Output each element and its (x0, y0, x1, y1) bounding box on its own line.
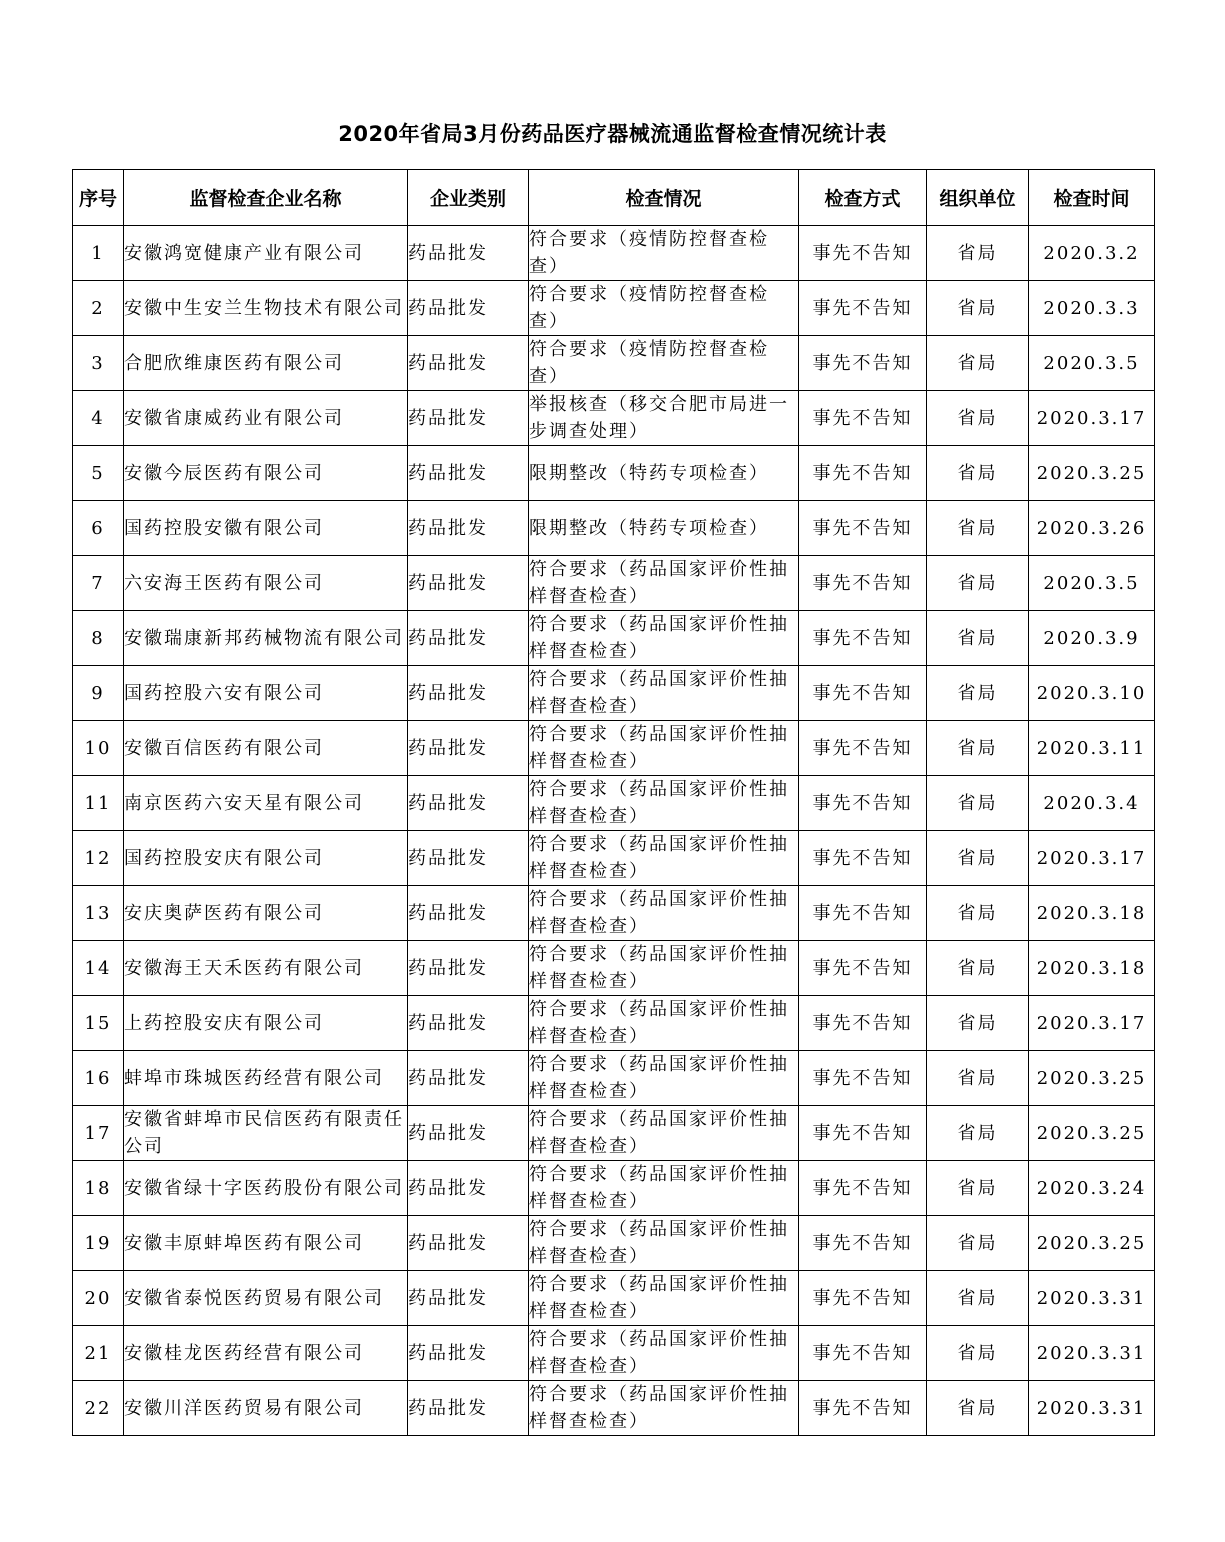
cell-inspection-method: 事先不告知 (799, 446, 927, 501)
cell-seq: 14 (73, 941, 124, 996)
cell-inspection-date: 2020.3.25 (1029, 1106, 1155, 1161)
cell-company-type: 药品批发 (408, 831, 529, 886)
cell-inspection-date: 2020.3.10 (1029, 666, 1155, 721)
cell-seq: 3 (73, 336, 124, 391)
cell-organizer: 省局 (927, 281, 1029, 336)
cell-organizer: 省局 (927, 941, 1029, 996)
cell-organizer: 省局 (927, 611, 1029, 666)
cell-inspection-result: 符合要求（药品国家评价性抽样督查检查） (529, 1216, 799, 1271)
table-row (73, 336, 1155, 391)
table-row (73, 1106, 1155, 1161)
cell-company-name: 南京医药六安天星有限公司 (124, 776, 408, 831)
cell-seq: 8 (73, 611, 124, 666)
cell-inspection-method: 事先不告知 (799, 666, 927, 721)
cell-inspection-result: 符合要求（药品国家评价性抽样督查检查） (529, 556, 799, 611)
cell-inspection-date: 2020.3.3 (1029, 281, 1155, 336)
cell-company-name: 安徽鸿宽健康产业有限公司 (124, 226, 408, 281)
cell-inspection-method: 事先不告知 (799, 1216, 927, 1271)
table-body (73, 226, 1155, 1436)
cell-company-type: 药品批发 (408, 281, 529, 336)
cell-company-name: 安徽省绿十字医药股份有限公司 (124, 1161, 408, 1216)
table-row (73, 1216, 1155, 1271)
cell-seq: 17 (73, 1106, 124, 1161)
cell-company-name: 安徽省康威药业有限公司 (124, 391, 408, 446)
cell-organizer: 省局 (927, 1161, 1029, 1216)
header-inspection-result: 检查情况 (529, 170, 799, 226)
cell-inspection-result: 符合要求（药品国家评价性抽样督查检查） (529, 1051, 799, 1106)
cell-seq: 11 (73, 776, 124, 831)
cell-inspection-date: 2020.3.26 (1029, 501, 1155, 556)
cell-inspection-method: 事先不告知 (799, 1161, 927, 1216)
table-row (73, 1161, 1155, 1216)
cell-inspection-date: 2020.3.9 (1029, 611, 1155, 666)
cell-inspection-date: 2020.3.31 (1029, 1381, 1155, 1436)
cell-inspection-method: 事先不告知 (799, 1271, 927, 1326)
cell-seq: 4 (73, 391, 124, 446)
cell-company-type: 药品批发 (408, 1326, 529, 1381)
cell-company-type: 药品批发 (408, 336, 529, 391)
table-row (73, 996, 1155, 1051)
cell-company-type: 药品批发 (408, 721, 529, 776)
cell-seq: 21 (73, 1326, 124, 1381)
cell-inspection-date: 2020.3.4 (1029, 776, 1155, 831)
cell-seq: 18 (73, 1161, 124, 1216)
cell-inspection-date: 2020.3.31 (1029, 1326, 1155, 1381)
cell-organizer: 省局 (927, 501, 1029, 556)
cell-company-type: 药品批发 (408, 996, 529, 1051)
cell-company-name: 国药控股六安有限公司 (124, 666, 408, 721)
cell-inspection-method: 事先不告知 (799, 1381, 927, 1436)
table-row (73, 1326, 1155, 1381)
cell-organizer: 省局 (927, 776, 1029, 831)
cell-inspection-result: 符合要求（药品国家评价性抽样督查检查） (529, 611, 799, 666)
cell-company-type: 药品批发 (408, 446, 529, 501)
table-row (73, 1381, 1155, 1436)
cell-company-name: 安徽川洋医药贸易有限公司 (124, 1381, 408, 1436)
cell-company-name: 安徽中生安兰生物技术有限公司 (124, 281, 408, 336)
cell-company-name: 安徽瑞康新邦药械物流有限公司 (124, 611, 408, 666)
cell-company-type: 药品批发 (408, 556, 529, 611)
cell-inspection-date: 2020.3.24 (1029, 1161, 1155, 1216)
table-row (73, 831, 1155, 886)
cell-company-type: 药品批发 (408, 226, 529, 281)
cell-inspection-method: 事先不告知 (799, 556, 927, 611)
cell-inspection-result: 符合要求（药品国家评价性抽样督查检查） (529, 941, 799, 996)
cell-inspection-result: 限期整改（特药专项检查） (529, 446, 799, 501)
cell-inspection-result: 符合要求（药品国家评价性抽样督查检查） (529, 721, 799, 776)
cell-inspection-method: 事先不告知 (799, 611, 927, 666)
cell-inspection-date: 2020.3.2 (1029, 226, 1155, 281)
cell-company-name: 合肥欣维康医药有限公司 (124, 336, 408, 391)
cell-organizer: 省局 (927, 556, 1029, 611)
cell-seq: 20 (73, 1271, 124, 1326)
cell-seq: 7 (73, 556, 124, 611)
table-row (73, 556, 1155, 611)
cell-inspection-date: 2020.3.17 (1029, 391, 1155, 446)
cell-company-type: 药品批发 (408, 1106, 529, 1161)
table-row (73, 226, 1155, 281)
cell-inspection-result: 符合要求（药品国家评价性抽样督查检查） (529, 666, 799, 721)
cell-seq: 9 (73, 666, 124, 721)
cell-organizer: 省局 (927, 1216, 1029, 1271)
cell-organizer: 省局 (927, 666, 1029, 721)
cell-company-type: 药品批发 (408, 611, 529, 666)
header-seq: 序号 (73, 170, 124, 226)
cell-inspection-method: 事先不告知 (799, 1106, 927, 1161)
cell-seq: 19 (73, 1216, 124, 1271)
table-row (73, 886, 1155, 941)
table-row (73, 666, 1155, 721)
cell-inspection-method: 事先不告知 (799, 281, 927, 336)
cell-company-name: 安徽海王天禾医药有限公司 (124, 941, 408, 996)
cell-company-type: 药品批发 (408, 1381, 529, 1436)
cell-seq: 12 (73, 831, 124, 886)
header-organizer: 组织单位 (927, 170, 1029, 226)
cell-company-name: 国药控股安庆有限公司 (124, 831, 408, 886)
cell-inspection-method: 事先不告知 (799, 941, 927, 996)
cell-company-type: 药品批发 (408, 941, 529, 996)
cell-inspection-date: 2020.3.25 (1029, 1051, 1155, 1106)
cell-organizer: 省局 (927, 1106, 1029, 1161)
table-row (73, 391, 1155, 446)
cell-company-type: 药品批发 (408, 776, 529, 831)
cell-inspection-result: 符合要求（药品国家评价性抽样督查检查） (529, 1106, 799, 1161)
cell-inspection-result: 符合要求（药品国家评价性抽样督查检查） (529, 831, 799, 886)
cell-inspection-result: 举报核查（移交合肥市局进一步调查处理） (529, 391, 799, 446)
cell-inspection-method: 事先不告知 (799, 226, 927, 281)
cell-inspection-date: 2020.3.11 (1029, 721, 1155, 776)
cell-inspection-date: 2020.3.5 (1029, 336, 1155, 391)
cell-company-name: 安徽桂龙医药经营有限公司 (124, 1326, 408, 1381)
cell-inspection-method: 事先不告知 (799, 886, 927, 941)
cell-company-type: 药品批发 (408, 1216, 529, 1271)
cell-seq: 22 (73, 1381, 124, 1436)
cell-organizer: 省局 (927, 446, 1029, 501)
cell-company-name: 安徽省泰悦医药贸易有限公司 (124, 1271, 408, 1326)
cell-inspection-result: 符合要求（药品国家评价性抽样督查检查） (529, 1271, 799, 1326)
cell-inspection-method: 事先不告知 (799, 996, 927, 1051)
cell-company-name: 蚌埠市珠城医药经营有限公司 (124, 1051, 408, 1106)
cell-company-name: 上药控股安庆有限公司 (124, 996, 408, 1051)
cell-organizer: 省局 (927, 226, 1029, 281)
cell-inspection-date: 2020.3.17 (1029, 831, 1155, 886)
table-row (73, 721, 1155, 776)
header-company-type: 企业类别 (408, 170, 529, 226)
table-row (73, 1271, 1155, 1326)
header-inspection-method: 检查方式 (799, 170, 927, 226)
cell-inspection-result: 符合要求（药品国家评价性抽样督查检查） (529, 1161, 799, 1216)
cell-company-type: 药品批发 (408, 1051, 529, 1106)
cell-inspection-result: 符合要求（药品国家评价性抽样督查检查） (529, 776, 799, 831)
cell-inspection-result: 符合要求（药品国家评价性抽样督查检查） (529, 886, 799, 941)
cell-seq: 6 (73, 501, 124, 556)
cell-company-name: 安徽今辰医药有限公司 (124, 446, 408, 501)
table-row (73, 501, 1155, 556)
cell-inspection-method: 事先不告知 (799, 1051, 927, 1106)
cell-inspection-method: 事先不告知 (799, 1326, 927, 1381)
cell-organizer: 省局 (927, 1381, 1029, 1436)
table-row (73, 776, 1155, 831)
cell-company-type: 药品批发 (408, 501, 529, 556)
cell-seq: 5 (73, 446, 124, 501)
cell-organizer: 省局 (927, 996, 1029, 1051)
cell-company-name: 安徽省蚌埠市民信医药有限责任公司 (124, 1106, 408, 1161)
table-row (73, 281, 1155, 336)
cell-company-type: 药品批发 (408, 1161, 529, 1216)
cell-inspection-method: 事先不告知 (799, 721, 927, 776)
cell-inspection-result: 符合要求（疫情防控督查检查） (529, 226, 799, 281)
header-inspection-date: 检查时间 (1029, 170, 1155, 226)
cell-company-type: 药品批发 (408, 666, 529, 721)
cell-company-name: 安庆奥萨医药有限公司 (124, 886, 408, 941)
cell-organizer: 省局 (927, 886, 1029, 941)
cell-company-name: 国药控股安徽有限公司 (124, 501, 408, 556)
cell-inspection-method: 事先不告知 (799, 391, 927, 446)
table-row (73, 1051, 1155, 1106)
cell-organizer: 省局 (927, 336, 1029, 391)
cell-inspection-method: 事先不告知 (799, 501, 927, 556)
cell-inspection-result: 符合要求（疫情防控督查检查） (529, 336, 799, 391)
cell-inspection-date: 2020.3.25 (1029, 446, 1155, 501)
cell-inspection-date: 2020.3.5 (1029, 556, 1155, 611)
cell-company-name: 六安海王医药有限公司 (124, 556, 408, 611)
cell-organizer: 省局 (927, 1326, 1029, 1381)
cell-company-type: 药品批发 (408, 886, 529, 941)
cell-inspection-method: 事先不告知 (799, 831, 927, 886)
cell-inspection-method: 事先不告知 (799, 336, 927, 391)
cell-inspection-date: 2020.3.18 (1029, 886, 1155, 941)
table-row (73, 446, 1155, 501)
cell-inspection-date: 2020.3.25 (1029, 1216, 1155, 1271)
cell-inspection-date: 2020.3.17 (1029, 996, 1155, 1051)
cell-inspection-method: 事先不告知 (799, 776, 927, 831)
cell-inspection-result: 符合要求（药品国家评价性抽样督查检查） (529, 996, 799, 1051)
cell-inspection-result: 限期整改（特药专项检查） (529, 501, 799, 556)
cell-company-name: 安徽百信医药有限公司 (124, 721, 408, 776)
cell-organizer: 省局 (927, 1051, 1029, 1106)
cell-seq: 10 (73, 721, 124, 776)
cell-inspection-result: 符合要求（药品国家评价性抽样督查检查） (529, 1326, 799, 1381)
cell-seq: 15 (73, 996, 124, 1051)
header-row (73, 170, 1155, 226)
cell-organizer: 省局 (927, 721, 1029, 776)
cell-seq: 2 (73, 281, 124, 336)
table-row (73, 611, 1155, 666)
cell-inspection-result: 符合要求（疫情防控督查检查） (529, 281, 799, 336)
inspection-table (72, 169, 1155, 1436)
cell-inspection-result: 符合要求（药品国家评价性抽样督查检查） (529, 1381, 799, 1436)
document-title: 2020年省局3月份药品医疗器械流通监督检查情况统计表 (338, 122, 887, 146)
cell-seq: 1 (73, 226, 124, 281)
cell-organizer: 省局 (927, 391, 1029, 446)
cell-inspection-date: 2020.3.31 (1029, 1271, 1155, 1326)
cell-company-type: 药品批发 (408, 391, 529, 446)
cell-organizer: 省局 (927, 831, 1029, 886)
table-row (73, 941, 1155, 996)
cell-organizer: 省局 (927, 1271, 1029, 1326)
header-company-name: 监督检查企业名称 (124, 170, 408, 226)
cell-inspection-date: 2020.3.18 (1029, 941, 1155, 996)
cell-company-name: 安徽丰原蚌埠医药有限公司 (124, 1216, 408, 1271)
cell-seq: 13 (73, 886, 124, 941)
cell-company-type: 药品批发 (408, 1271, 529, 1326)
cell-seq: 16 (73, 1051, 124, 1106)
